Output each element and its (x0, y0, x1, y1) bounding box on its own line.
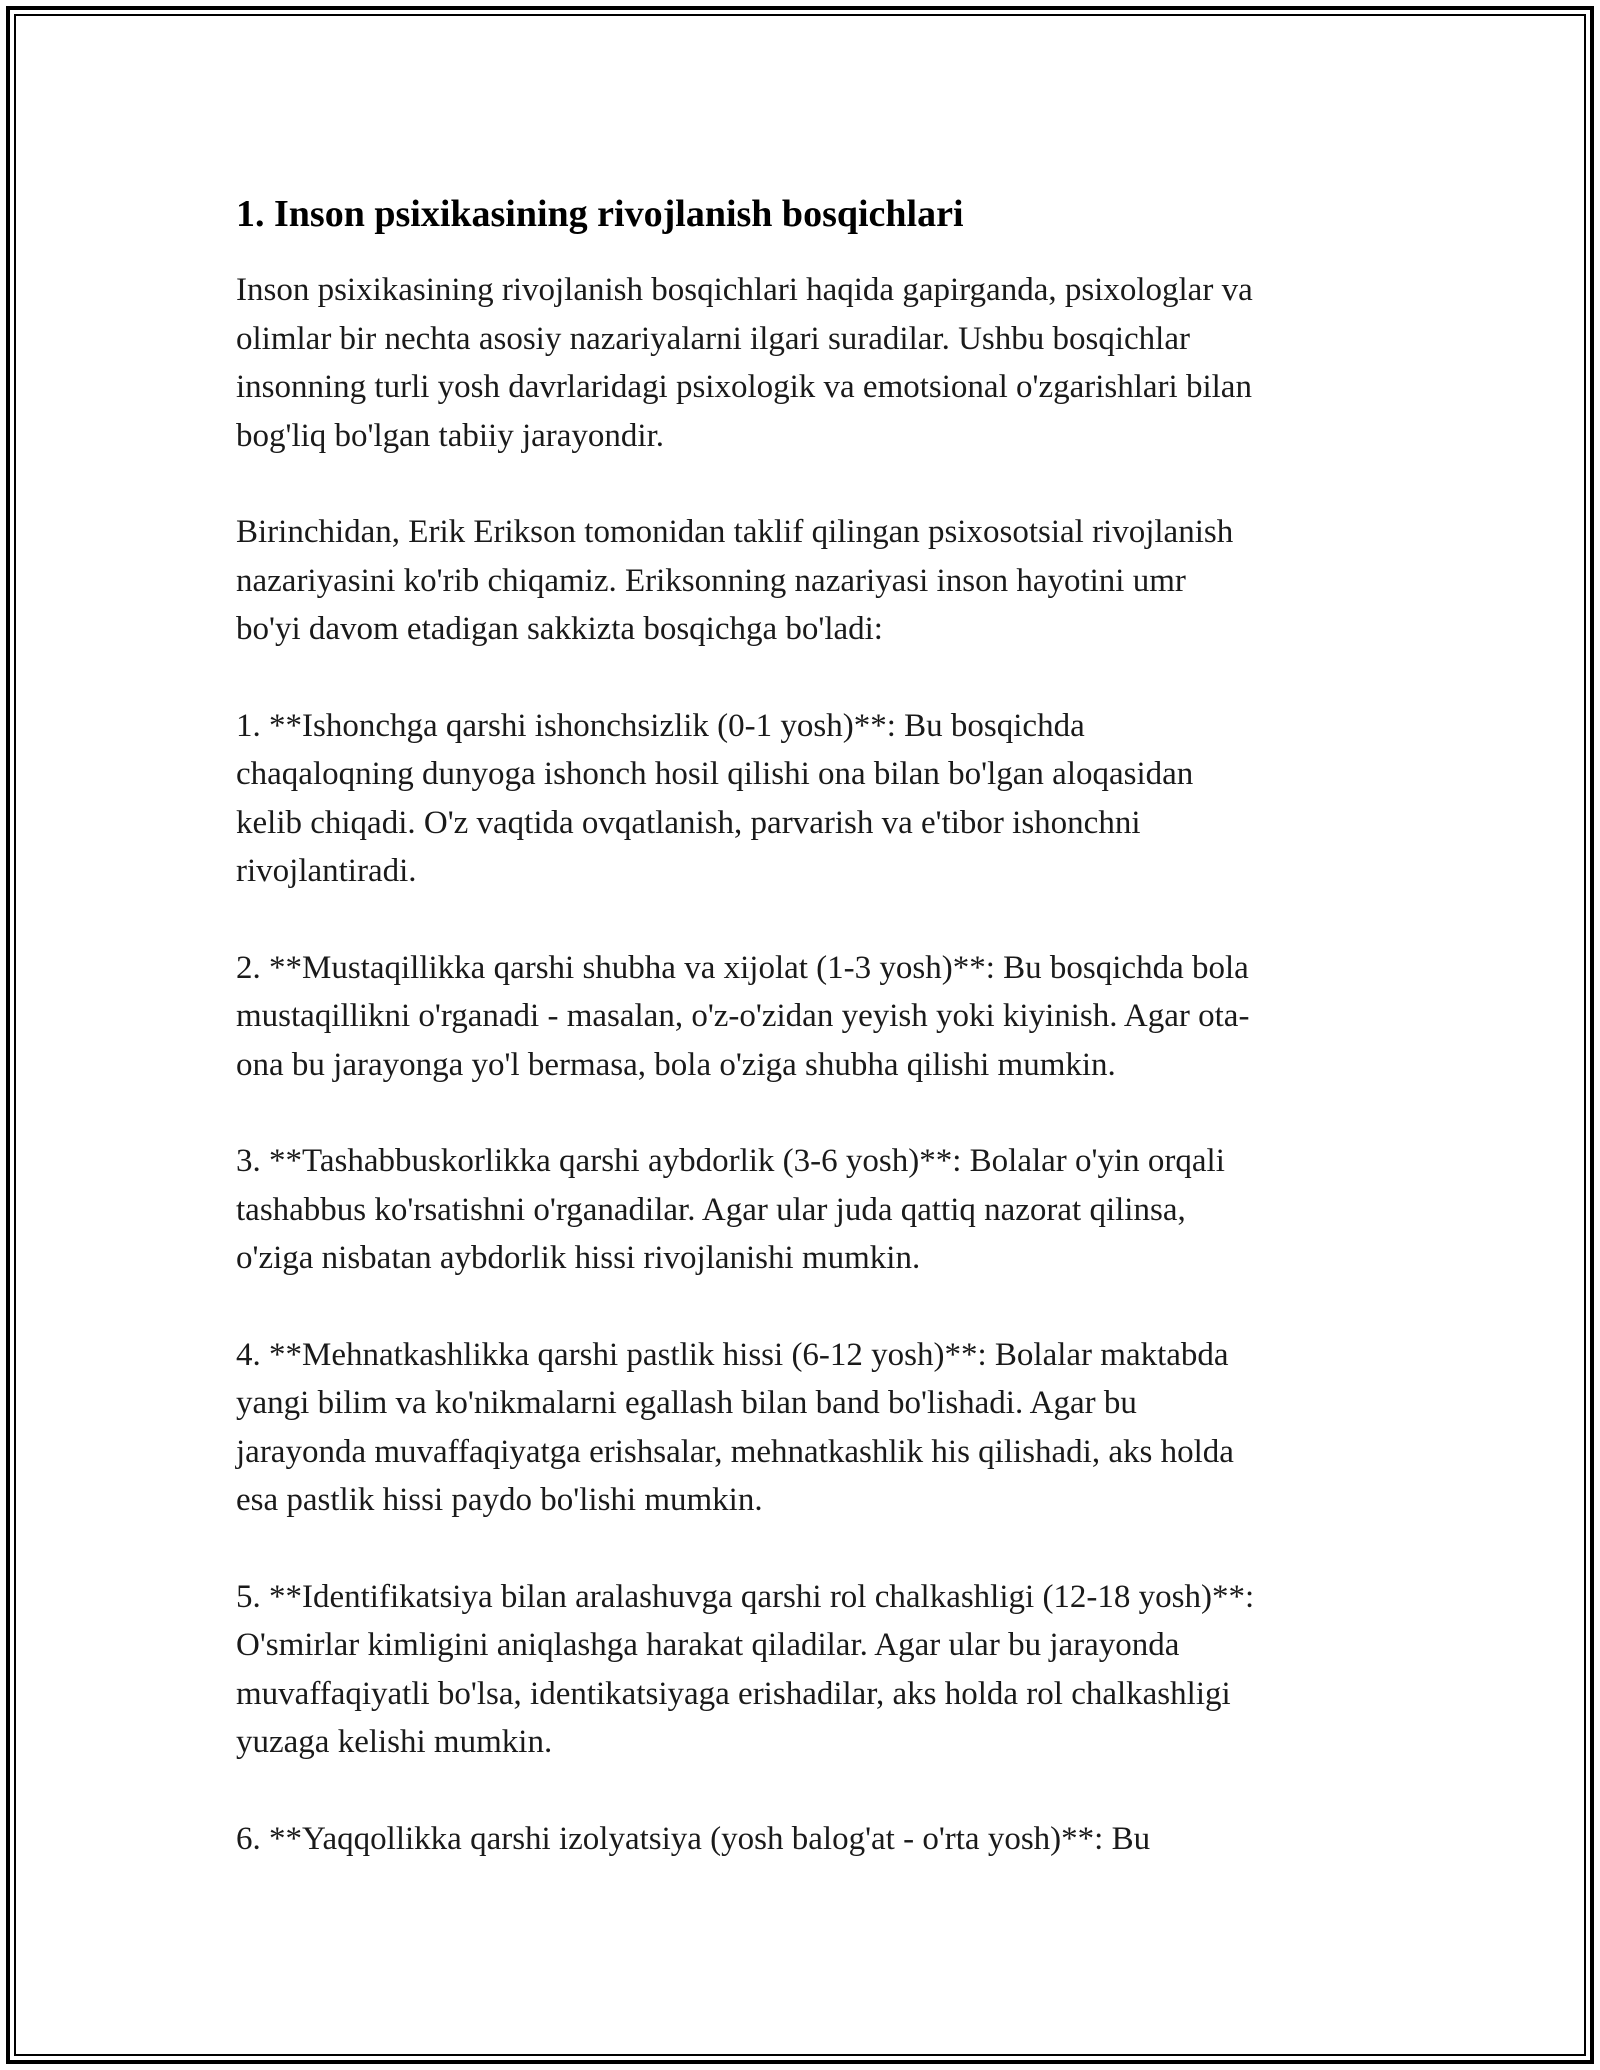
paragraph-erikson: Birinchidan, Erik Erikson tomonidan taklif qilingan psixosotsial rivojlanish nazariyasini ko'rib chiqamiz. Eriksonning nazariyasi inson hayotini umr bo'yi davom etadigan sakkizta bosqichga bo'ladi: (236, 514, 1234, 647)
list-item-stage-3: 3. **Tashabbuskorlikka qarshi aybdorlik (3-6 yosh)**: Bolalar o'yin orqali tashabbus ko'rsatishni o'rganadilar. Agar ular juda qattiq nazorat qilinsa, o'ziga nisbatan aybdorlik hissi rivojlanishi mumkin. (236, 1143, 1225, 1276)
list-item-stage-1: 1. **Ishonchga qarshi ishonchsizlik (0-1 yosh)**: Bu bosqichda chaqaloqning dunyoga ishonch hosil qilishi ona bilan bo'lgan aloqasidan kelib chiqadi. O'z vaqtida ovqatlanish, parvarish va e'tibor ishonchni rivojlantiradi. (236, 707, 1194, 889)
document-title: 1. Inson psixikasining rivojlanish bosqichlari (236, 193, 964, 235)
paragraph-intro: Inson psixikasining rivojlanish bosqichlari haqida gapirganda, psixologlar va olimlar bir nechta asosiy nazariyalarni ilgari suradilar. Ushbu bosqichlar insonning turli yosh davrlaridagi psixologik va emotsional o'zgarishlari bilan bog'liq bo'lgan tabiiy jarayondir. (236, 272, 1253, 454)
list-item-stage-6: 6. **Yaqqollikka qarshi izolyatsiya (yosh balog'at - o'rta yosh)**: Bu (236, 1820, 1151, 1857)
list-item-stage-2: 2. **Mustaqillikka qarshi shubha va xijolat (1-3 yosh)**: Bu bosqichda bola mustaqillikni o'rganadi - masalan, o'z-o'zidan yeyish yoki kiyinish. Agar ota- ona bu jarayonga yo'l bermasa, bola o'ziga shubha qilishi mumkin. (236, 949, 1250, 1083)
list-item-stage-4: 4. **Mehnatkashlikka qarshi pastlik hissi (6-12 yosh)**: Bolalar maktabda yangi bilim va ko'nikmalarni egallash bilan band bo'lishadi. Agar bu jarayonda muvaffaqiyatga erishsalar, mehnatkashlik his qilishadi, aks holda esa pastlik hissi paydo bo'lishi mumkin. (236, 1336, 1234, 1518)
document-body (236, 188, 1366, 1863)
list-item-stage-5: 5. **Identifikatsiya bilan aralashuvga qarshi rol chalkashligi (12-18 yosh)**: O'smirlar kimligini aniqlashga harakat qiladilar. Agar ular bu jarayonda muvaffaqiyatli bo'lsa, identikatsiyaga erishadilar, aks holda rol chalkashligi yuzaga kelishi mumkin. (236, 1578, 1255, 1760)
